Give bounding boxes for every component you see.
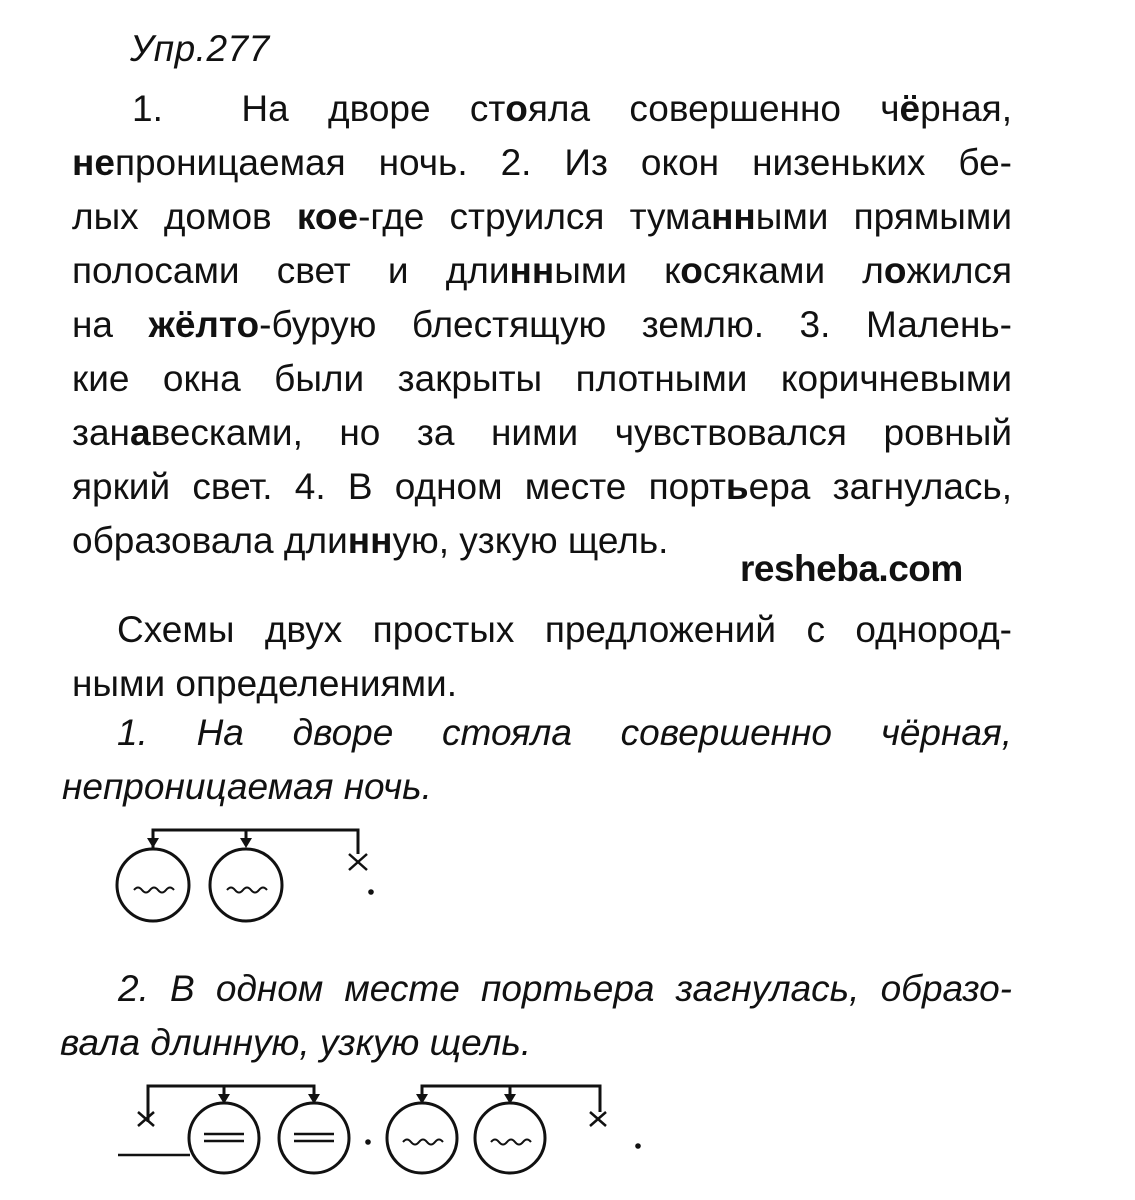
- example-2-line-1: 2. В одном месте портьера загнулась, образо-: [118, 968, 1012, 1009]
- exercise-title: Упр.277: [130, 28, 270, 69]
- double-line-icon: [204, 1134, 244, 1141]
- exercise-text: [72, 82, 1012, 568]
- scheme-2-definition-circle-1: [387, 1103, 457, 1173]
- text-line-3: лых домов кое-где струился туманными прямыми: [72, 196, 1012, 237]
- scheme-1-definition-circle-1: [117, 849, 189, 921]
- scheme-2-predicate-circle-1: [189, 1103, 259, 1173]
- example-1-line-1: 1. На дворе стояла совершенно чёрная,: [117, 712, 1012, 753]
- period-dot: [635, 1143, 641, 1149]
- text-line-8: яркий свет. 4. В одном месте портьера загнулась,: [72, 466, 1012, 507]
- text-line-4: полосами свет и длинными косяками ложился: [72, 250, 1012, 291]
- example-1-line-2: непроницаемая ночь.: [62, 766, 432, 807]
- scheme-2-diagram: [110, 1070, 670, 1190]
- scheme-1-diagram: [105, 818, 395, 928]
- example-1-text: [62, 706, 1012, 814]
- scheme-1-definition-circle-2: [210, 849, 282, 921]
- scheme-2-predicate-circle-2: [279, 1103, 349, 1173]
- separator-dot: [365, 1139, 371, 1145]
- wavy-line-icon: [491, 1140, 531, 1145]
- wavy-line-icon: [134, 888, 174, 893]
- schemes-heading: [72, 603, 1012, 711]
- example-2-line-2: вала длинную, узкую щель.: [60, 1022, 532, 1063]
- wavy-line-icon: [227, 888, 267, 893]
- cross-mark-icon: [138, 1112, 154, 1126]
- cross-mark-icon: [349, 854, 367, 870]
- text-line-5: на жёлто-бурую блестящую землю. 3. Малень-: [72, 304, 1012, 345]
- text-line-7: занавесками, но за ними чувствовался ровный: [72, 412, 1012, 453]
- schemes-heading-line-1: Схемы двух простых предложений с однород-: [117, 609, 1012, 650]
- scheme-2-definition-circle-2: [475, 1103, 545, 1173]
- example-2-text: [60, 962, 1012, 1070]
- site-watermark: resheba.com: [740, 548, 963, 589]
- period-dot: [368, 889, 374, 895]
- text-line-2: непроницаемая ночь. 2. Из окон низеньких бе-: [72, 142, 1012, 183]
- text-line-6: кие окна были закрыты плотными коричневыми: [72, 358, 1012, 399]
- text-line-1: 1. На дворе стояла совершенно чёрная,: [132, 88, 1012, 129]
- text-line-9: образовала длинную, узкую щель.: [72, 520, 669, 561]
- wavy-line-icon: [403, 1140, 443, 1145]
- double-line-icon: [294, 1134, 334, 1141]
- schemes-heading-line-2: ными определениями.: [72, 663, 457, 704]
- cross-mark-icon: [590, 1112, 606, 1126]
